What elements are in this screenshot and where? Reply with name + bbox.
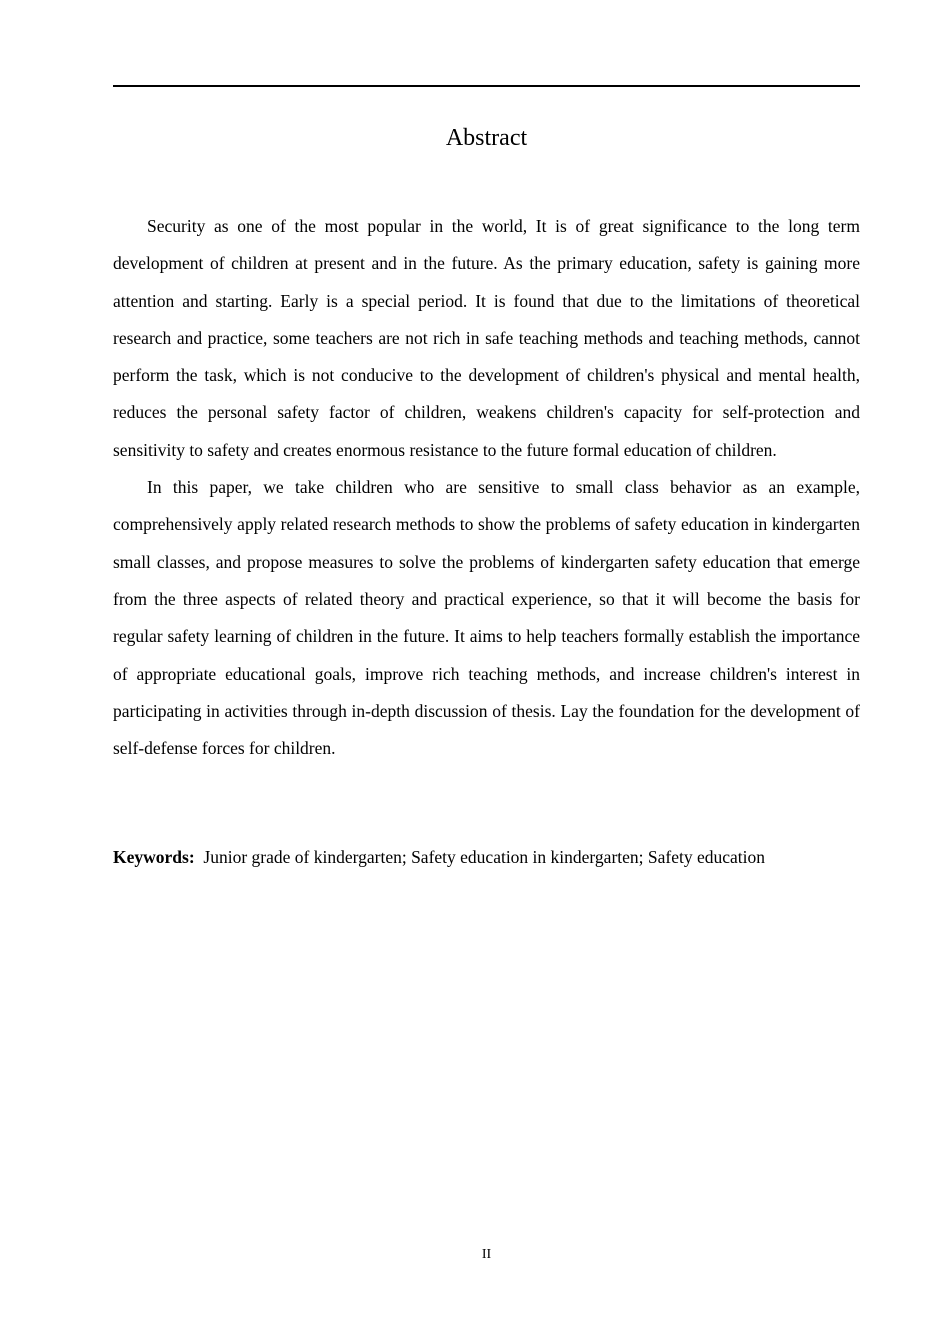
- header-rule: [113, 85, 860, 87]
- abstract-paragraph-1: Security as one of the most popular in the world, It is of great significance to the long term development of children at present and in the future. As the primary education, safety is gaining more attention and starting. Early is a special period. It is found that due to the limitations of theoretical research and practice, some teachers are not rich in safe teaching methods and teaching methods, cannot perform the task, which is not conducive to the development of children's physical and mental health, reduces the personal safety factor of children, weakens children's capacity for self-protection and sensitivity to safety and creates enormous resistance to the future formal education of children.: [113, 216, 860, 460]
- abstract-paragraph-2: In this paper, we take children who are sensitive to small class behavior as an example, comprehensively apply related research methods to show the problems of safety education in kindergarten small classes, and propose measures to solve the problems of kindergarten safety education that emerge from the three aspects of related theory and practical experience, so that it will become the basis for regular safety learning of children in the future. It aims to help teachers formally establish the importance of appropriate educational goals, improve rich teaching methods, and increase children's interest in participating in activities through in-depth discussion of thesis. Lay the foundation for the development of self-defense forces for children.: [113, 477, 860, 759]
- keywords-label: Keywords:: [113, 847, 195, 867]
- keywords-line: [113, 840, 873, 874]
- keywords-text: Junior grade of kindergarten; Safety education in kindergarten; Safety education: [203, 847, 766, 867]
- abstract-title: Abstract: [445, 125, 528, 151]
- abstract-body: [113, 208, 860, 767]
- page-number: II: [481, 1247, 492, 1262]
